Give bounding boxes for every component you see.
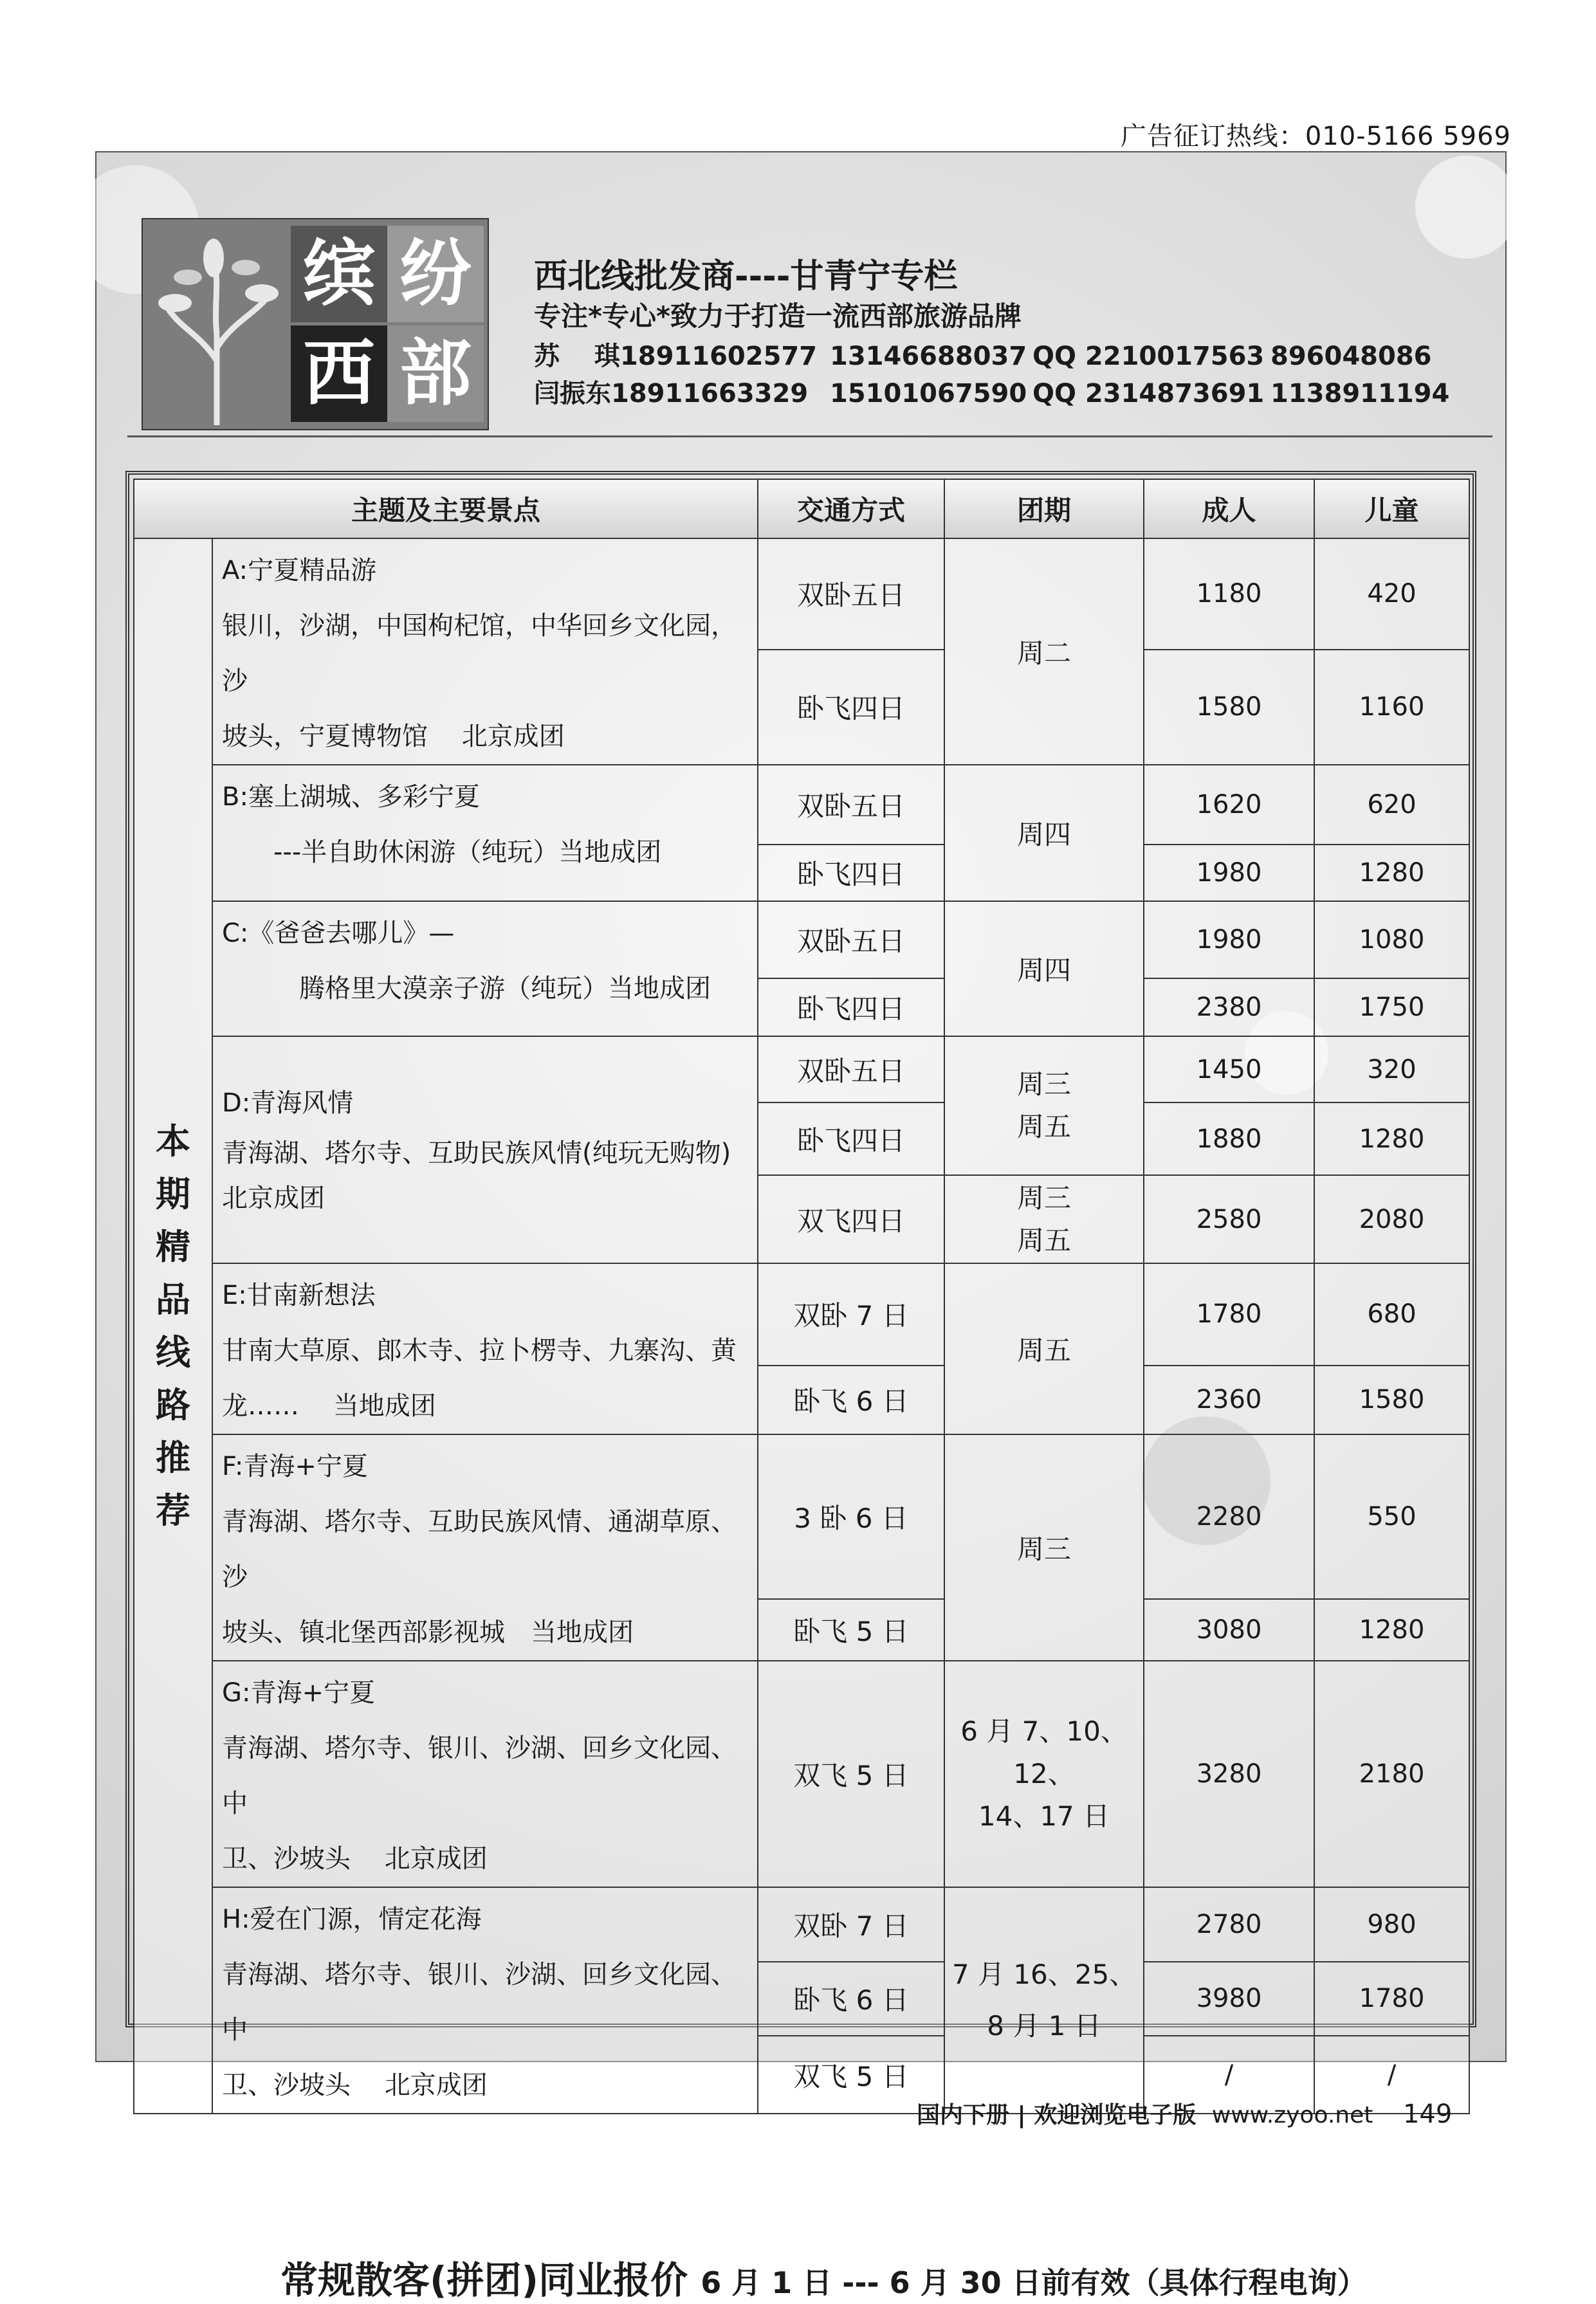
table-row (134, 1263, 1469, 1366)
period: 周五 (944, 1263, 1144, 1434)
route-theme (212, 1661, 758, 1887)
contact-phone: 15101067590 (830, 379, 1027, 408)
contact-name-phone: 闫振东18911663329 (534, 379, 809, 408)
route-theme (212, 765, 758, 901)
child-price: 550 (1314, 1434, 1469, 1599)
transport: 双卧 7 日 (758, 1263, 944, 1366)
route-desc: 甘南大草原、郎木寺、拉卜楞寺、九寨沟、黄 (222, 1336, 737, 1366)
route-theme (212, 1263, 758, 1434)
period-day: 6 月 7、10、12、 (960, 1715, 1128, 1789)
period-day: 周三 (1017, 1068, 1072, 1100)
route-desc: 坡头，宁夏博物馆 北京成团 (222, 722, 565, 751)
transport: 双飞 5 日 (758, 2036, 944, 2114)
child-price: 1280 (1314, 1102, 1469, 1175)
route-theme (212, 538, 758, 765)
table-row (134, 1434, 1469, 1599)
logo-char: 西 (291, 325, 387, 422)
table-row (134, 538, 1469, 650)
child-price: 620 (1314, 765, 1469, 845)
pricing-note-main: 常规散客(拼团)同业报价 (280, 2258, 688, 2302)
table-row (134, 1887, 1469, 1962)
route-theme (212, 1036, 758, 1263)
adult-price: 1880 (1144, 1102, 1314, 1175)
route-title: C:《爸爸去哪儿》— (222, 919, 455, 948)
adult-price: 2380 (1144, 978, 1314, 1036)
contact-qq2: 896048086 (1270, 342, 1432, 371)
side-label: 本期精品线路推荐 (156, 1120, 190, 1531)
child-price: 1780 (1314, 1962, 1469, 2036)
period-day: 周五 (1017, 1224, 1072, 1256)
route-desc: 青海湖、塔尔寺、互助民族风情(纯玩无购物) (222, 1138, 731, 1168)
child-price: 1750 (1314, 978, 1469, 1036)
child-price: 2180 (1314, 1661, 1469, 1887)
child-price: 680 (1314, 1263, 1469, 1366)
route-title: E:甘南新想法 (222, 1281, 376, 1310)
child-price: 1160 (1314, 650, 1469, 765)
table-row (134, 901, 1469, 978)
route-title: G:青海+宁夏 (222, 1678, 375, 1708)
transport: 卧飞 5 日 (758, 1599, 944, 1661)
period: 周三 (944, 1434, 1144, 1661)
route-table (133, 479, 1470, 2114)
contact-qq2: 1138911194 (1270, 379, 1450, 408)
period: 周二 (944, 538, 1144, 765)
contact-name-phone: 苏 琪18911602577 (534, 342, 818, 371)
route-title: A:宁夏精品游 (222, 556, 377, 585)
period (944, 1175, 1144, 1263)
header-adult: 成人 (1144, 479, 1314, 538)
slogan: 专注*专心*致力于打造一流西部旅游品牌 (534, 300, 1022, 332)
adult-price: 1620 (1144, 765, 1314, 845)
route-desc: 银川，沙湖，中国枸杞馆，中华回乡文化园，沙 (222, 611, 737, 696)
route-desc: 卫、沙坡头 北京成团 (222, 2071, 488, 2100)
ad-hotline: 广告征订热线：010-5166 5969 (1120, 122, 1511, 151)
transport: 卧飞四日 (758, 978, 944, 1036)
transport: 双卧五日 (758, 1036, 944, 1102)
logo (142, 218, 489, 430)
route-title: H:爱在门源，情定花海 (222, 1905, 482, 1934)
period: 周四 (944, 901, 1144, 1036)
adult-price: 1780 (1144, 1263, 1314, 1366)
transport: 双卧五日 (758, 538, 944, 650)
table-row (134, 1661, 1469, 1887)
period-day: 周三 (1017, 1182, 1072, 1214)
adult-price: 1980 (1144, 845, 1314, 901)
pricing-note (280, 2250, 1367, 2304)
contact-qq: QQ 2314873691 (1032, 379, 1265, 408)
transport: 双卧 7 日 (758, 1887, 944, 1962)
child-price: 2080 (1314, 1175, 1469, 1263)
column-title: 西北线批发商----甘青宁专栏 (534, 257, 958, 296)
transport: 卧飞 6 日 (758, 1366, 944, 1434)
adult-price: 2780 (1144, 1887, 1314, 1962)
transport: 3 卧 6 日 (758, 1434, 944, 1599)
adult-price: 2580 (1144, 1175, 1314, 1263)
route-theme (212, 1434, 758, 1661)
tree-icon (149, 232, 284, 425)
header-child: 儿童 (1314, 479, 1469, 538)
route-desc: 北京成团 (222, 1184, 325, 1213)
route-desc: 青海湖、塔尔寺、互助民族风情、通湖草原、沙 (222, 1507, 737, 1592)
transport: 双飞 5 日 (758, 1661, 944, 1887)
table-row (134, 1036, 1469, 1102)
header-period: 团期 (944, 479, 1144, 538)
page-number: 149 (1402, 2099, 1453, 2129)
table-row (134, 765, 1469, 845)
header-transport: 交通方式 (758, 479, 944, 538)
logo-char: 部 (387, 325, 484, 422)
route-desc: 龙…… 当地成团 (222, 1391, 436, 1421)
adult-price: 1450 (1144, 1036, 1314, 1102)
child-price: 1280 (1314, 1599, 1469, 1661)
adult-price: 2280 (1144, 1434, 1314, 1599)
transport: 卧飞 6 日 (758, 1962, 944, 2036)
transport: 双卧五日 (758, 765, 944, 845)
adult-price: 1980 (1144, 901, 1314, 978)
route-desc: 青海湖、塔尔寺、银川、沙湖、回乡文化园、中 (222, 1733, 737, 1818)
adult-price: 3980 (1144, 1962, 1314, 2036)
child-price: 420 (1314, 538, 1469, 650)
footer-site[interactable]: www.zyoo.net (1211, 2102, 1373, 2128)
contact-line (534, 373, 1449, 410)
period (944, 1036, 1144, 1175)
period (944, 1887, 1144, 2114)
transport: 双卧五日 (758, 901, 944, 978)
route-desc: ---半自助休闲游（纯玩）当地成团 (222, 837, 662, 867)
transport: 卧飞四日 (758, 1102, 944, 1175)
contact-line (534, 336, 1432, 372)
period-day: 8 月 1 日 (987, 2010, 1101, 2042)
child-price: 1580 (1314, 1366, 1469, 1434)
period-day: 14、17 日 (978, 1800, 1110, 1832)
child-price: 1080 (1314, 901, 1469, 978)
adult-price: 1180 (1144, 538, 1314, 650)
logo-char: 纷 (387, 226, 484, 322)
transport: 卧飞四日 (758, 650, 944, 765)
contact-phone: 13146688037 (830, 342, 1027, 371)
adult-price: 3080 (1144, 1599, 1314, 1661)
transport: 双飞四日 (758, 1175, 944, 1263)
child-price: / (1314, 2036, 1469, 2114)
route-theme (212, 1887, 758, 2114)
period-day: 周五 (1017, 1111, 1072, 1142)
table-header (134, 479, 1469, 538)
adult-price: 2360 (1144, 1366, 1314, 1434)
adult-price: 3280 (1144, 1661, 1314, 1887)
decor-circle (1415, 156, 1518, 259)
divider (127, 435, 1492, 437)
route-title: D:青海风情 (222, 1088, 354, 1118)
side-label-cell (134, 538, 212, 2114)
route-title: F:青海+宁夏 (222, 1452, 368, 1481)
route-desc: 坡头、镇北堡西部影视城 当地成团 (222, 1618, 634, 1647)
transport: 卧飞四日 (758, 845, 944, 901)
child-price: 980 (1314, 1887, 1469, 1962)
pricing-note-validity: 6 月 1 日 --- 6 月 30 日前有效（具体行程电询） (701, 2265, 1367, 2300)
contact-qq: QQ 2210017563 (1032, 342, 1265, 371)
child-price: 320 (1314, 1036, 1469, 1102)
adult-price: / (1144, 2036, 1314, 2114)
adult-price: 1580 (1144, 650, 1314, 765)
child-price: 1280 (1314, 845, 1469, 901)
route-theme (212, 901, 758, 1036)
period (944, 1661, 1144, 1887)
logo-char: 缤 (291, 226, 387, 322)
route-title: B:塞上湖城、多彩宁夏 (222, 782, 480, 812)
route-desc: 腾格里大漠亲子游（纯玩）当地成团 (222, 974, 711, 1003)
footer-section: 国内下册 | 欢迎浏览电子版 (917, 2102, 1197, 2128)
header-theme: 主题及主要景点 (134, 479, 758, 538)
route-desc: 卫、沙坡头 北京成团 (222, 1844, 488, 1874)
route-desc: 青海湖、塔尔寺、银川、沙湖、回乡文化园、中 (222, 1960, 737, 2045)
period-day: 7 月 16、25、 (951, 1959, 1137, 1990)
page-footer (917, 2097, 1452, 2130)
period: 周四 (944, 765, 1144, 901)
